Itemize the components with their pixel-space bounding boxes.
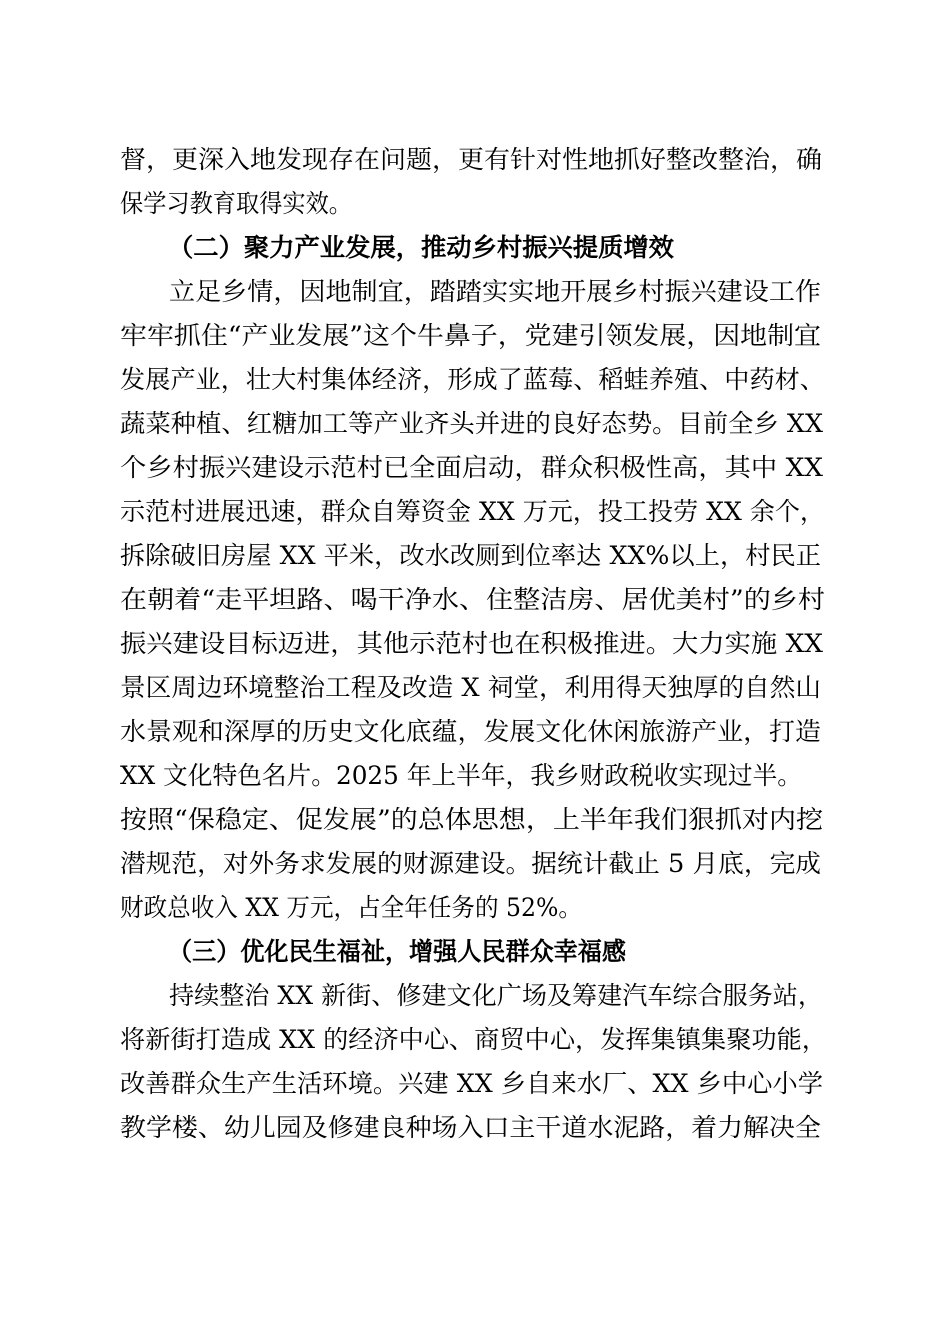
- text-line: [0, 402, 950, 446]
- text-line-content: 示范村进展迅速，群众自筹资金 XX 万元，投工投劳 XX 余个，: [120, 497, 825, 526]
- text-line: [0, 138, 950, 182]
- text-line-content: 个乡村振兴建设示范村已全面启动，群众积极性高，其中 XX: [120, 453, 823, 482]
- section-heading: [0, 226, 950, 270]
- section-heading: [0, 930, 950, 974]
- text-line-content: 在朝着“走平坦路、喝干净水、住整洁房、居优美村”的乡村: [120, 585, 825, 614]
- text-line: [0, 314, 950, 358]
- text-line: [0, 358, 950, 402]
- text-line-content: 将新街打造成 XX 的经济中心、商贸中心，发挥集镇集聚功能，: [120, 1025, 828, 1054]
- text-line-content: 立足乡情，因地制宜，踏踏实实地开展乡村振兴建设工作: [169, 277, 821, 306]
- text-line: [0, 666, 950, 710]
- text-line: [0, 974, 950, 1018]
- text-line: [0, 1018, 950, 1062]
- text-line-content: 发展产业，壮大村集体经济，形成了蓝莓、稻蛙养殖、中药材、: [120, 365, 825, 394]
- text-line: [0, 754, 950, 798]
- text-line: [0, 842, 950, 886]
- text-line: [0, 1062, 950, 1106]
- text-line-content: XX 文化特色名片。2025 年上半年，我乡财政税收实现过半。: [120, 761, 802, 790]
- text-line-content: 振兴建设目标迈进，其他示范村也在积极推进。大力实施 XX: [120, 629, 823, 658]
- text-line: [0, 710, 950, 754]
- text-line-content: 景区周边环境整治工程及改造 X 祠堂，利用得天独厚的自然山: [120, 673, 821, 702]
- text-line-content: 改善群众生产生活环境。兴建 XX 乡自来水厂、XX 乡中心小学: [120, 1069, 823, 1098]
- text-line: [0, 490, 950, 534]
- text-line-content: 潜规范，对外务求发展的财源建设。据统计截止 5 月底，完成: [120, 849, 821, 878]
- section-heading-text: （三）优化民生福祉，增强人民群众幸福感: [168, 937, 626, 966]
- text-line: [0, 578, 950, 622]
- text-line: [0, 798, 950, 842]
- text-line-content: 督，更深入地发现存在问题，更有针对性地抓好整改整治，确: [120, 145, 822, 174]
- text-line: [0, 446, 950, 490]
- section-heading-text: （二）聚力产业发展，推动乡村振兴提质增效: [168, 233, 674, 262]
- text-line: [0, 182, 950, 226]
- text-line-content: 拆除破旧房屋 XX 平米，改水改厕到位率达 XX%以上，村民正: [120, 541, 821, 570]
- text-line-content: 教学楼、幼儿园及修建良种场入口主干道水泥路，着力解决全: [120, 1113, 821, 1142]
- text-line-content: 蔬菜种植、红糖加工等产业齐头并进的良好态势。目前全乡 XX: [120, 409, 823, 438]
- text-line-content: 按照“保稳定、促发展”的总体思想，上半年我们狠抓对内挖: [120, 805, 823, 834]
- text-line: [0, 1106, 950, 1150]
- text-line-content: 持续整治 XX 新街、修建文化广场及筹建汽车综合服务站，: [169, 981, 824, 1010]
- text-line-content: 保学习教育取得实效。: [120, 189, 352, 218]
- text-line: [0, 886, 950, 930]
- text-line-content: 牢牢抓住“产业发展”这个牛鼻子，党建引领发展，因地制宜: [120, 321, 821, 350]
- text-line-content: 水景观和深厚的历史文化底蕴，发展文化休闲旅游产业，打造: [120, 717, 821, 746]
- text-line-content: 财政总收入 XX 万元，占全年任务的 52%。: [120, 893, 582, 922]
- text-line: [0, 534, 950, 578]
- text-line: [0, 622, 950, 666]
- text-line: [0, 270, 950, 314]
